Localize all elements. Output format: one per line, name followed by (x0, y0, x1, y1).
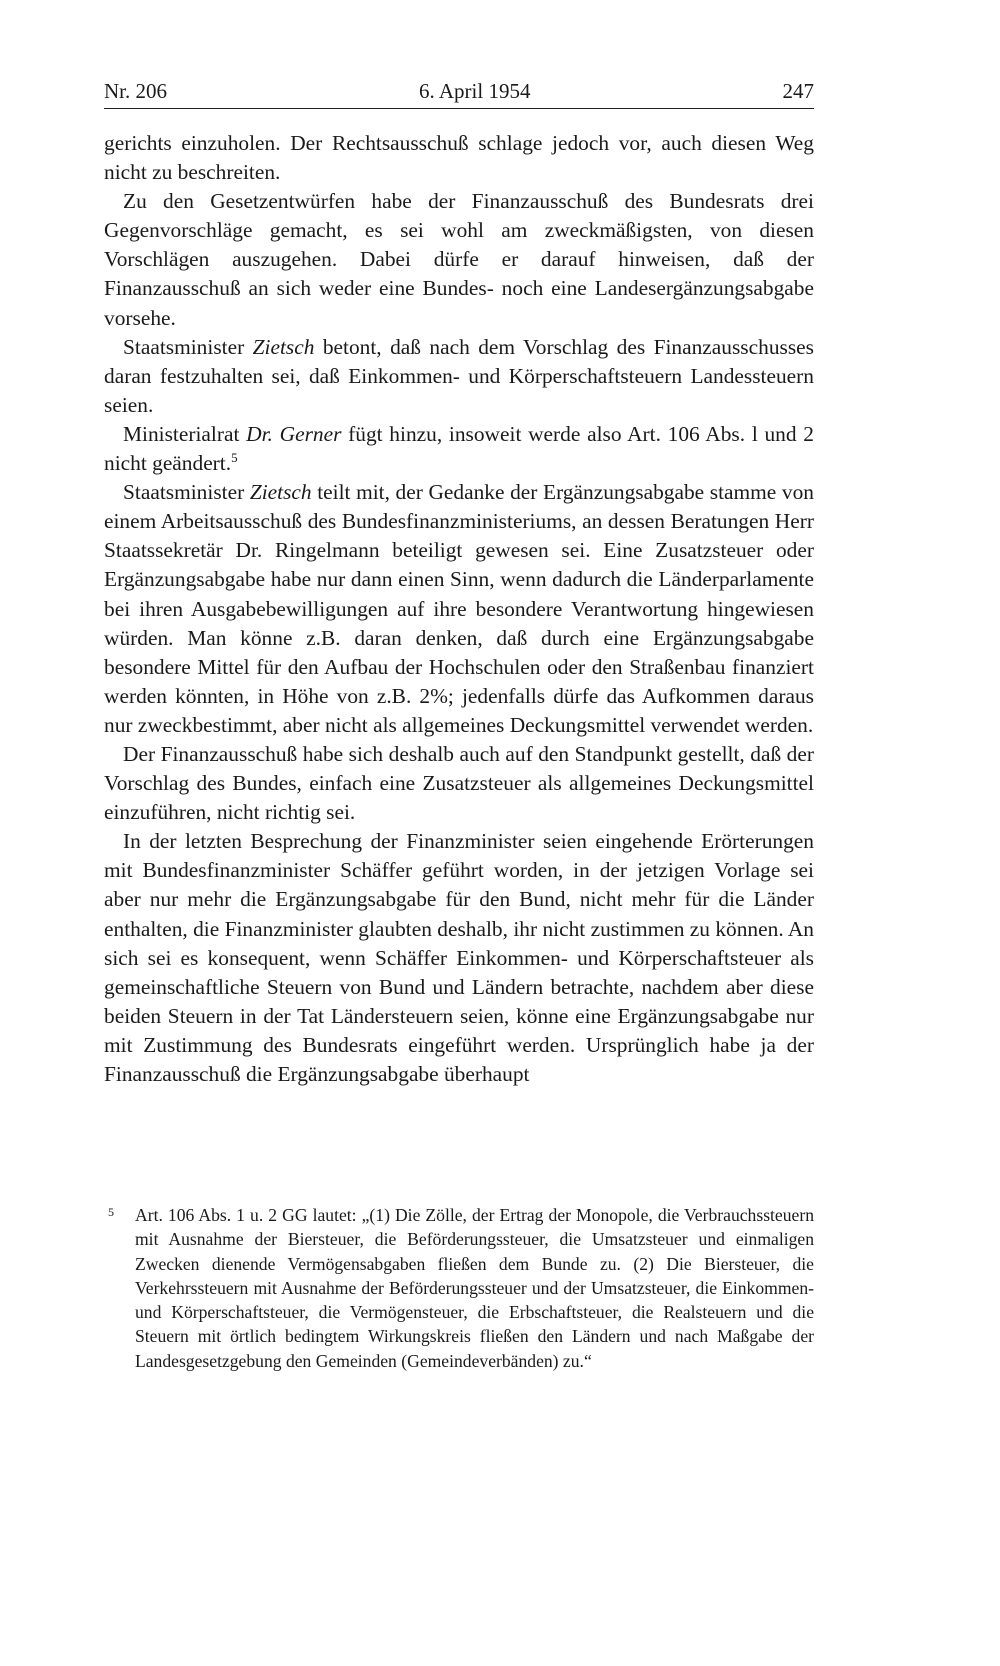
running-head (104, 78, 814, 109)
paragraph: Staatsminister Zietsch teilt mit, der Gedanke der Ergänzungsabgabe stamme von einem Arbeitsausschuß des Bundesfinanzministeriums, an dessen Beratungen Herr Staatssekretär Dr. Ringelmann beteiligt gewesen sei. Eine Zusatzsteuer oder Ergänzungsabgabe habe nur dann einen Sinn, wenn dadurch die Länderparlamente bei ihren Ausgabebewilligungen auf ihre besondere Verantwortung hingewiesen würden. Man könne z.B. daran denken, daß durch eine Ergänzungsabgabe besondere Mittel für den Aufbau der Hochschulen oder den Straßenbau finanziert werden könnten, in Höhe von z.B. 2%; jedenfalls dürfe das Aufkommen daraus nur zweckbestimmt, aber nicht als allgemeines Deckungsmittel verwendet werden. (104, 480, 814, 737)
speaker-name: Zietsch (252, 334, 315, 359)
paragraph: Ministerialrat Dr. Gerner fügt hinzu, insoweit werde also Art. 106 Abs. l und 2 nicht geändert.$^5$ (104, 421, 814, 476)
speaker-name: Zietsch (249, 480, 312, 505)
paragraph: gerichts einzuholen. Der Rechtsausschuß schlage jedoch vor, auch diesen Weg nicht zu beschreiten. (104, 131, 814, 185)
footnote-text: Art. 106 Abs. 1 u. 2 GG lautet: „(1) Die Zölle, der Ertrag der Monopole, die Verbrauchssteuern mit Ausnahme der Biersteuer, die Beförderungssteuer, die Umsatzsteuer und einmaligen Zwecken dienende Vermögensabgaben fließen dem Bunde zu. (2) Die Biersteuer, die Verkehrssteuern mit Ausnahme der Beförderungssteuer und der Umsatzsteuer, die Einkommen- und Körperschaftsteuer, die Vermögensteuer, die Erbschaftsteuer, die Realsteuern und die Steuern mit örtlich bedingtem Wirkungskreis fließen den Ländern und nach Maßgabe der Landesgesetzgebung den Gemeinden (Gemeindeverbänden) zu.“ (135, 1205, 814, 1371)
document-number: Nr. 206 (104, 79, 167, 103)
footnotes (104, 1203, 814, 1373)
paragraph: Staatsminister Zietsch betont, daß nach dem Vorschlag des Finanzausschusses daran festzuhalten sei, daß Einkommen- und Körperschaftsteuern Landessteuern seien. (104, 334, 814, 417)
page-number: 247 (782, 79, 814, 103)
paragraph: In der letzten Besprechung der Finanzminister seien eingehende Erörterungen mit Bundesfinanzminister Schäffer geführt worden, in der jetzigen Vorlage sei aber nur mehr die Ergänzungsabgabe für den Bund, nicht mehr für die Länder enthalten, die Finanzminister glaubten deshalb, ihr nicht zustimmen zu können. An sich sei es konsequent, wenn Schäffer Einkommen- und Körperschaftsteuer als gemeinschaftliche Steuern von Bund und Ländern betrachte, nachdem aber diese beiden Steuern in der Tat Ländersteuern seien, könne eine Ergänzungsabgabe nur mit Zustimmung des Bundesrats eingeführt werden. Ursprünglich habe ja der Finanzausschuß die Ergänzungsabgabe überhaupt (104, 829, 814, 1086)
speaker-name: Dr. Gerner (246, 421, 342, 446)
body-text (104, 129, 814, 1089)
paragraph: Zu den Gesetzentwürfen habe der Finanzausschuß des Bundesrats drei Gegenvorschläge gemacht, es sei wohl am zweckmäßigsten, von diesen Vorschlägen auszugehen. Dabei dürfe er darauf hinweisen, daß der Finanzausschuß an sich weder eine Bundes- noch eine Landesergänzungsabgabe vorsehe. (104, 189, 814, 330)
page-date: 6. April 1954 (419, 79, 531, 103)
footnote (104, 1203, 814, 1373)
footnote-mark: 5 (108, 1205, 114, 1219)
footnote-reference[interactable]: 5 (231, 450, 238, 466)
page (104, 78, 814, 1089)
paragraph: Der Finanzausschuß habe sich deshalb auch auf den Standpunkt gestellt, daß der Vorschlag des Bundes, einfach eine Zusatzsteuer als allgemeines Deckungsmittel einzuführen, nicht richtig sei. (104, 741, 814, 825)
